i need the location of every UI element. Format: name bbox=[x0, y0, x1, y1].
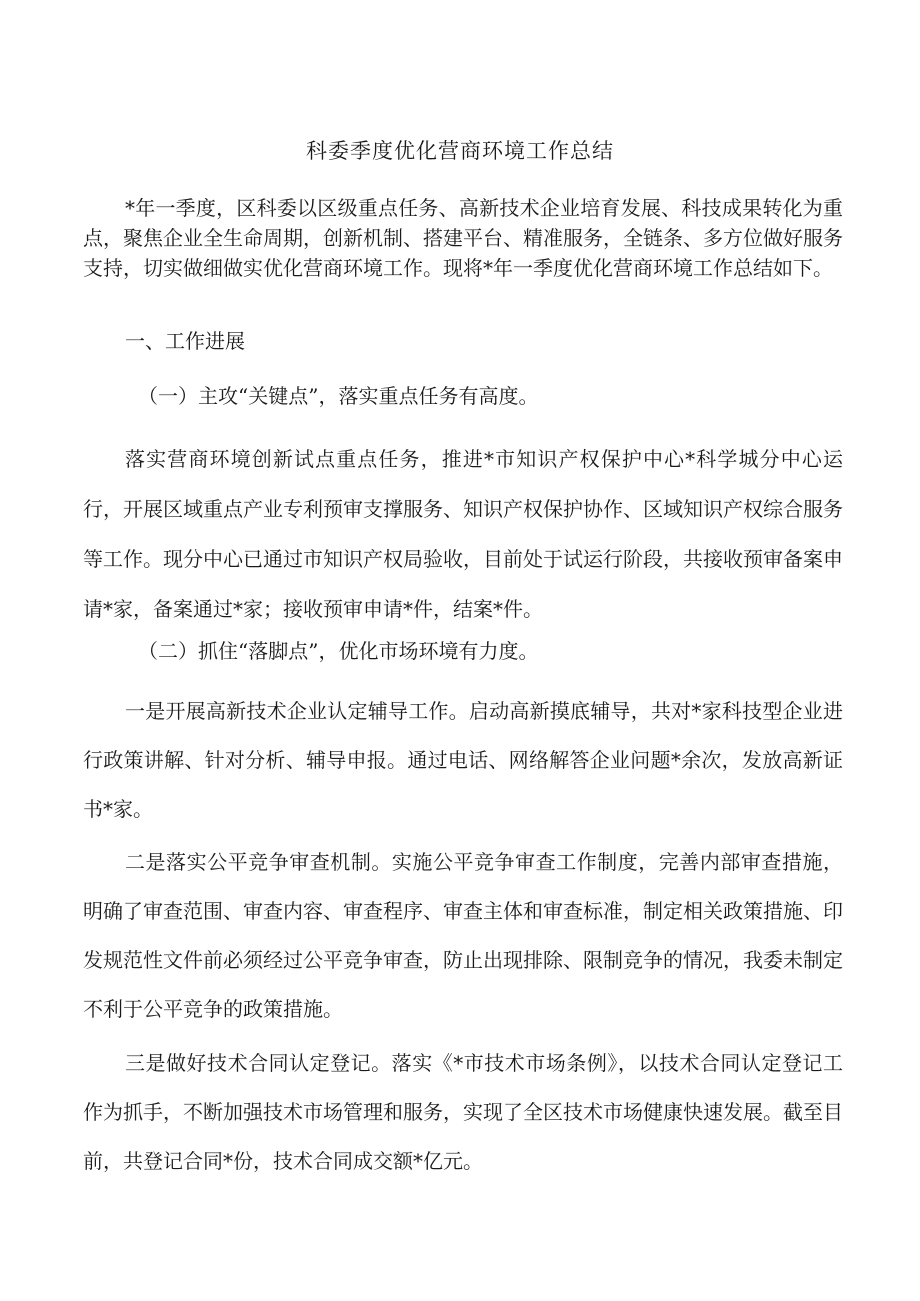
high-tech-guidance-paragraph: 一是开展高新技术企业认定辅导工作。启动高新摸底辅导，共对*家科技型企业进行政策讲解、针对分析、辅导申报。通过电话、网络解答企业问题*余次，发放高新证书*家。 bbox=[83, 699, 843, 821]
subsection-1-paragraph: 落实营商环境创新试点重点任务，推进*市知识产权保护中心*科学城分中心运行，开展区域重点产业专利预审支撑服务、知识产权保护协作、区域知识产权综合服务等工作。现分中心已通过市知识产权局验收，目前处于试运行阶段，共接收预审备案申请*家，备案通过*家；接收预审申请*件，结案*件。 bbox=[83, 447, 843, 621]
section-heading-progress: 一、工作进展 bbox=[125, 329, 245, 353]
subsection-heading-foothold: （二）抓住“落脚点”，优化市场环境有力度。 bbox=[138, 639, 539, 663]
document-title: 科委季度优化营商环境工作总结 bbox=[306, 139, 614, 163]
subsection-heading-key-points: （一）主攻“关键点”，落实重点任务有高度。 bbox=[138, 384, 539, 408]
intro-paragraph: *年一季度，区科委以区级重点任务、高新技术企业培育发展、科技成果转化为重点，聚焦企业全生命周期，创新机制、搭建平台、精准服务，全链条、多方位做好服务支持，切实做细做实优化营商环境工作。现将*年一季度优化营商环境工作总结如下。 bbox=[83, 196, 843, 280]
tech-contract-paragraph: 三是做好技术合同认定登记。落实《*市技术市场条例》，以技术合同认定登记工作为抓手，不断加强技术市场管理和服务，实现了全区技术市场健康快速发展。截至目前，共登记合同*份，技术合同成交额*亿元。 bbox=[83, 1051, 843, 1173]
fair-competition-paragraph: 二是落实公平竞争审查机制。实施公平竞争审查工作制度，完善内部审查措施，明确了审查范围、审查内容、审查程序、审查主体和审查标准，制定相关政策措施、印发规范性文件前必须经过公平竞争审查，防止出现排除、限制竞争的情况，我委未制定不利于公平竞争的政策措施。 bbox=[83, 850, 843, 1021]
